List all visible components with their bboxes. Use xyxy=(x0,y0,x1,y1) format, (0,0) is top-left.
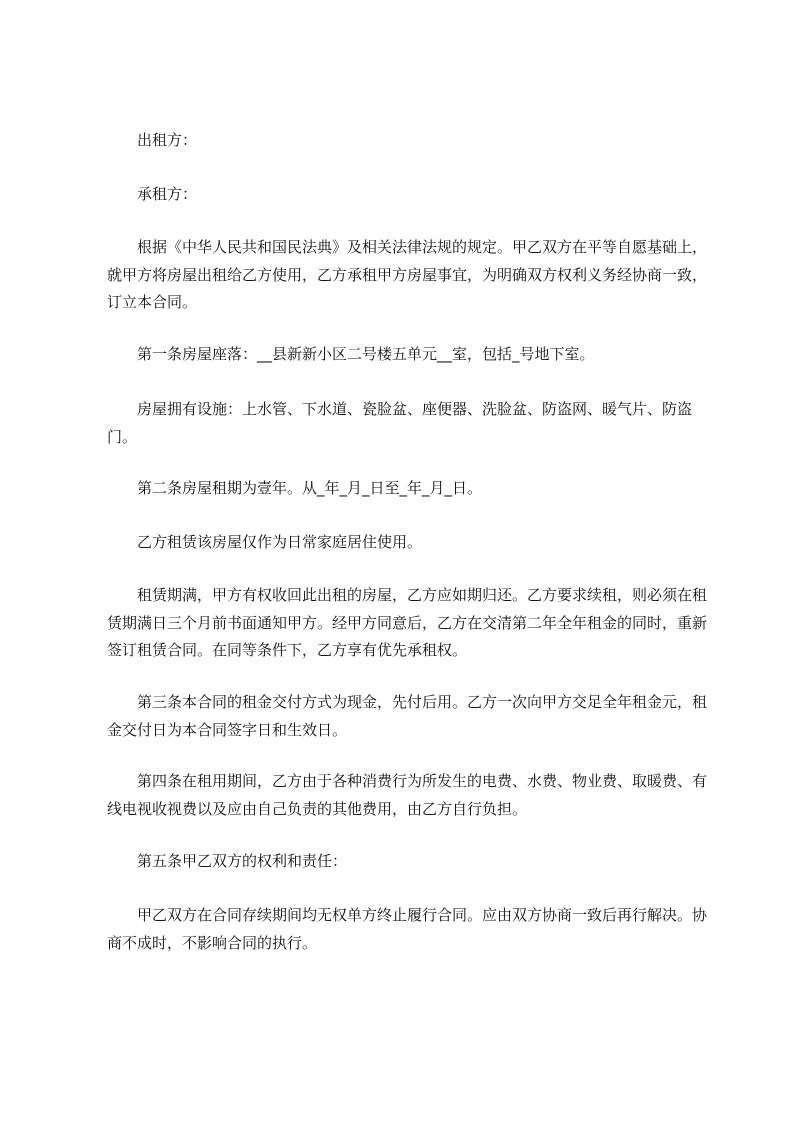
paragraph-termination: 甲乙双方在合同存续期间均无权单方终止履行合同。应由双方协商一致后再行解决。协商不成时，不影响合同的执行。 xyxy=(107,906,708,952)
paragraph-article-4-fees: 第四条在租用期间，乙方由于各种消费行为所发生的电费、水费、物业费、取暖费、有线电视收视费以及应由自己负责的其他费用，由乙方自行负担。 xyxy=(107,772,708,818)
lessee-label: 承租方： xyxy=(137,185,198,203)
paragraph-renewal: 租赁期满，甲方有权收回此出租的房屋，乙方应如期归还。乙方要求续租，则必须在租赁期满日三个月前书面通知甲方。经甲方同意后，乙方在交清第二年全年租金的同时，重新签订租赁合同。在同等条件下，乙方享有优先承租权。 xyxy=(107,586,708,659)
paragraph-usage: 乙方租赁该房屋仅作为日常家庭居住使用。 xyxy=(137,533,423,551)
paragraph-article-2-term: 第二条房屋租期为壹年。从_年_月_日至_年_月_日。 xyxy=(137,479,483,497)
lessor-label: 出租方： xyxy=(137,131,198,149)
paragraph-facilities: 房屋拥有设施：上水管、下水道、瓷脸盆、座便器、洗脸盆、防盗网、暖气片、防盗门。 xyxy=(107,400,693,446)
paragraph-preamble: 根据《中华人民共和国民法典》及相关法律法规的规定。甲乙双方在平等自愿基础上，就甲方将房屋出租给乙方使用，乙方承租甲方房屋事宜，为明确双方权利义务经协商一致，订立本合同。 xyxy=(107,238,708,311)
paragraph-article-1-location: 第一条房屋座落：__县新新小区二号楼五单元__室，包括_号地下室。 xyxy=(137,345,595,363)
paragraph-article-3-rent: 第三条本合同的租金交付方式为现金，先付后用。乙方一次向甲方交足全年租金元，租金交付日为本合同签字日和生效日。 xyxy=(107,693,708,739)
paragraph-article-5-heading: 第五条甲乙双方的权利和责任： xyxy=(137,852,348,870)
